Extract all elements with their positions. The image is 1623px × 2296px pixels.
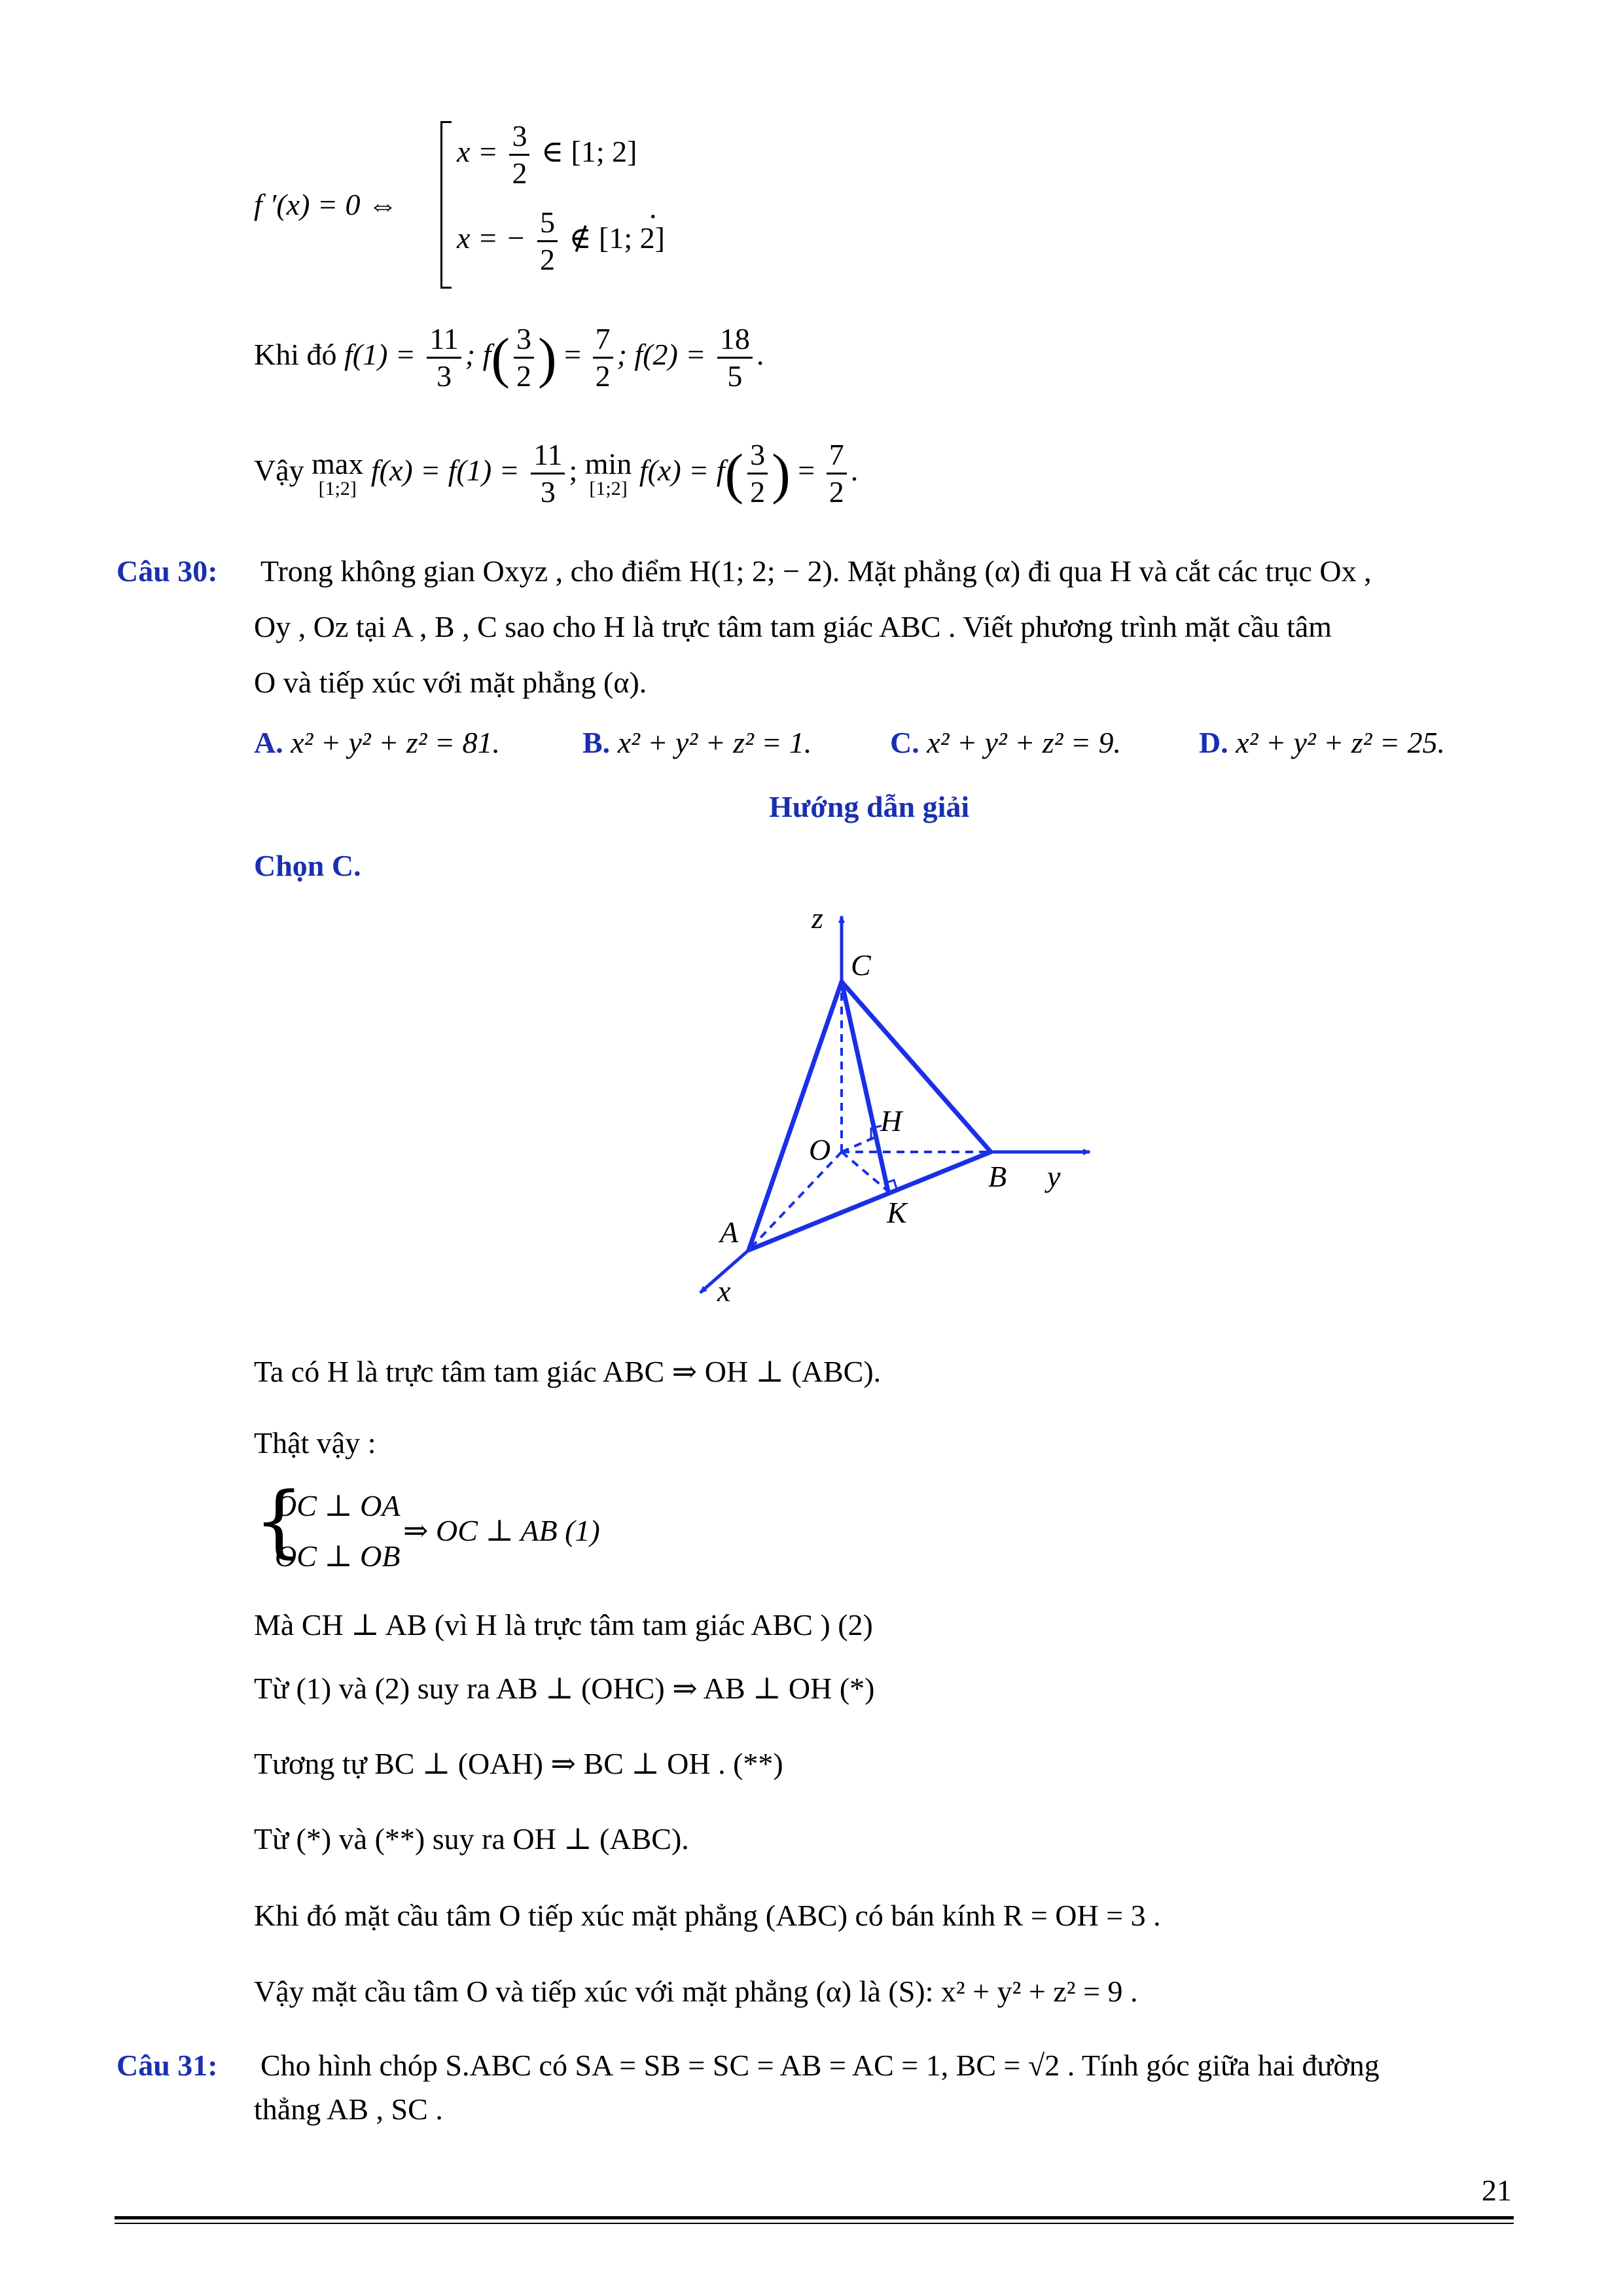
system-brace: { bbox=[254, 1476, 304, 1567]
case-1: x = $\frac{3}{2}$ ∈ [1; 2] bbox=[457, 119, 637, 190]
solution-line-7: Từ (1) và (2) suy ra AB ⊥ (OHC) ⇒ AB ⊥ OH (*) bbox=[254, 1672, 875, 1705]
solution-line-1: Ta có H là trực tâm tam giác ABC ⇒ OH ⊥ (ABC). bbox=[254, 1355, 882, 1388]
label-b: B bbox=[988, 1160, 1007, 1193]
solution-line-8: Tương tự BC ⊥ (OAH) ⇒ BC ⊥ OH . (**) bbox=[254, 1747, 783, 1780]
solution-line-6: Mà CH ⊥ AB (vì H là trực tâm tam giác ABC ) (2) bbox=[254, 1608, 873, 1641]
question-31-label: Câu 31: bbox=[116, 2049, 218, 2082]
solution-heading: Hướng dẫn giải bbox=[769, 790, 970, 823]
label-k: K bbox=[887, 1196, 907, 1229]
segment-ck bbox=[842, 982, 888, 1191]
derivative-lhs: f ′(x) = 0 ⇔ bbox=[254, 188, 398, 221]
question-31-line-1: Cho hình chóp S.ABC có SA = SB = SC = AB = AC = 1, BC = √2 . Tính góc giữa hai đường bbox=[260, 2049, 1380, 2082]
edge-cb bbox=[842, 982, 991, 1152]
question-30-line-3: O và tiếp xúc với mặt phẳng (α). bbox=[254, 666, 647, 699]
system-eq-2: OC ⊥ OB bbox=[275, 1539, 401, 1573]
edge-oa bbox=[749, 1152, 842, 1250]
solution-line-2: Thật vậy : bbox=[254, 1426, 376, 1460]
max-min-conclusion: Vậy max [1;2] f(x) = f(1) = $\frac{11}{3}$ ; min [1;2] f(x) = f( $\frac{3}{2}$ ) = $\frac{7}{2}$ . bbox=[254, 438, 859, 509]
solution-line-11: Vậy mặt cầu tâm O và tiếp xúc với mặt phẳng (α) là (S): x² + y² + z² = 9 . bbox=[254, 1975, 1138, 2008]
footer-rule-thick bbox=[115, 2216, 1514, 2219]
function-values-line: Khi đó f(1) = $\frac{11}{3}$ ; f( $\frac{3}{2}$ ) = $\frac{7}{2}$ ; f(2) = $\frac{18}{5}$ . bbox=[254, 322, 764, 393]
option-c: C. x² + y² + z² = 9. bbox=[890, 726, 1121, 759]
question-31-line-2: thẳng AB , SC . bbox=[254, 2092, 443, 2126]
edge-ca bbox=[749, 982, 842, 1250]
solution-line-9: Từ (*) và (**) suy ra OH ⊥ (ABC). bbox=[254, 1822, 689, 1856]
question-30-line-1: Trong không gian Oxyz , cho điểm H(1; 2; − 2). Mặt phẳng (α) đi qua H và cắt các trục Ox , bbox=[260, 554, 1372, 588]
tetrahedron-diagram bbox=[654, 903, 1126, 1329]
label-o: O bbox=[809, 1133, 831, 1166]
edge-ab bbox=[749, 1152, 991, 1250]
system-result: ⇒ OC ⊥ AB (1) bbox=[403, 1514, 600, 1547]
question-30-line-2: Oy , Oz tại A , B , C sao cho H là trực tâm tam giác ABC . Viết phương trình mặt cầu tâm bbox=[254, 610, 1332, 643]
option-b: B. x² + y² + z² = 1. bbox=[582, 726, 812, 759]
label-y: y bbox=[1047, 1160, 1061, 1193]
label-z: z bbox=[812, 903, 823, 935]
page-number: 21 bbox=[1482, 2174, 1512, 2207]
system-eq-1: OC ⊥ OA bbox=[275, 1489, 401, 1522]
segment-oh bbox=[842, 1136, 879, 1152]
solution-line-10: Khi đó mặt cầu tâm O tiếp xúc mặt phẳng (ABC) có bán kính R = OH = 3 . bbox=[254, 1899, 1161, 1932]
question-30-label: Câu 30: bbox=[116, 554, 218, 588]
label-x: x bbox=[717, 1274, 731, 1308]
footer-rule-thin bbox=[115, 2223, 1514, 2224]
label-a: A bbox=[720, 1215, 739, 1249]
label-h: H bbox=[880, 1104, 902, 1138]
option-d: D. x² + y² + z² = 25. bbox=[1199, 726, 1445, 759]
label-c: C bbox=[851, 948, 871, 982]
chosen-answer: Chọn C. bbox=[254, 849, 361, 882]
case-2: x = − $\frac{5}{2}$ ∉ [1; 2] bbox=[457, 206, 665, 276]
case-bracket bbox=[440, 121, 452, 289]
option-a: A. x² + y² + z² = 81. bbox=[254, 726, 500, 759]
